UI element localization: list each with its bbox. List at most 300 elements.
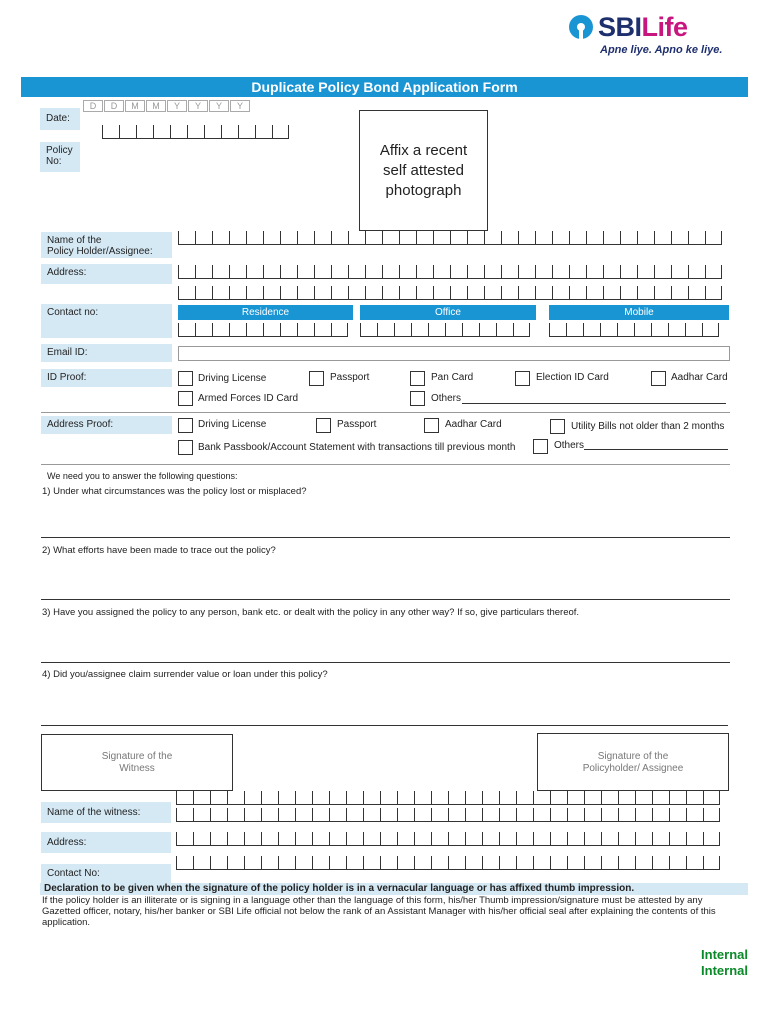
char-box[interactable] — [479, 323, 496, 337]
char-box[interactable] — [363, 808, 380, 822]
char-box[interactable] — [329, 856, 346, 870]
char-box[interactable] — [428, 323, 445, 337]
char-box[interactable] — [550, 832, 567, 846]
char-box[interactable] — [603, 286, 620, 300]
char-box[interactable] — [329, 791, 346, 805]
char-box[interactable] — [654, 265, 671, 279]
char-box[interactable] — [365, 231, 382, 245]
char-box[interactable] — [314, 323, 331, 337]
char-box[interactable] — [280, 231, 297, 245]
char-box[interactable] — [652, 856, 669, 870]
char-box[interactable] — [601, 791, 618, 805]
char-box[interactable] — [314, 265, 331, 279]
char-box[interactable] — [377, 323, 394, 337]
char-box[interactable] — [637, 231, 654, 245]
char-box[interactable] — [244, 791, 261, 805]
photo-text-1: Affix a recent — [379, 142, 468, 159]
char-box[interactable] — [195, 286, 212, 300]
char-box[interactable] — [411, 323, 428, 337]
char-box[interactable] — [618, 791, 635, 805]
char-box[interactable] — [482, 791, 499, 805]
char-box[interactable] — [669, 832, 686, 846]
char-box[interactable] — [465, 791, 482, 805]
char-box[interactable] — [703, 856, 720, 870]
char-box[interactable] — [499, 856, 516, 870]
char-box[interactable] — [686, 856, 703, 870]
char-box[interactable] — [153, 125, 170, 139]
char-box[interactable] — [261, 856, 278, 870]
char-box[interactable] — [246, 231, 263, 245]
char-box[interactable] — [204, 125, 221, 139]
char-box[interactable] — [671, 231, 688, 245]
char-box[interactable] — [654, 286, 671, 300]
char-box[interactable] — [569, 286, 586, 300]
char-box[interactable] — [348, 265, 365, 279]
char-box[interactable] — [176, 808, 193, 822]
char-box[interactable] — [652, 832, 669, 846]
char-box[interactable] — [552, 231, 569, 245]
char-box[interactable] — [221, 125, 238, 139]
witness-signature-box[interactable]: Signature of the Witness — [41, 734, 233, 791]
char-box[interactable] — [431, 856, 448, 870]
char-box[interactable] — [635, 808, 652, 822]
char-box[interactable] — [516, 808, 533, 822]
char-box[interactable] — [703, 808, 720, 822]
char-box[interactable] — [193, 791, 210, 805]
char-box[interactable] — [278, 832, 295, 846]
char-box[interactable] — [244, 808, 261, 822]
char-box[interactable] — [686, 808, 703, 822]
addr-aadhar-card-checkbox[interactable] — [424, 418, 439, 433]
char-box[interactable] — [295, 791, 312, 805]
char-box[interactable] — [365, 265, 382, 279]
char-box[interactable] — [652, 791, 669, 805]
char-box[interactable] — [450, 231, 467, 245]
char-box[interactable] — [431, 808, 448, 822]
char-box[interactable] — [533, 832, 550, 846]
char-box[interactable] — [513, 323, 530, 337]
char-box[interactable] — [346, 856, 363, 870]
answer-4-line[interactable] — [41, 725, 728, 726]
char-box[interactable] — [414, 856, 431, 870]
char-box[interactable] — [601, 808, 618, 822]
address-input-line-2[interactable] — [178, 286, 722, 300]
char-box[interactable] — [651, 323, 668, 337]
char-box[interactable] — [550, 791, 567, 805]
char-box[interactable] — [668, 323, 685, 337]
char-box[interactable] — [535, 286, 552, 300]
char-box[interactable] — [416, 265, 433, 279]
char-box[interactable] — [295, 856, 312, 870]
char-box[interactable] — [448, 832, 465, 846]
char-box[interactable] — [280, 286, 297, 300]
char-box[interactable] — [227, 832, 244, 846]
witness-address-input[interactable] — [176, 832, 720, 846]
witness-name-input-2[interactable] — [176, 808, 720, 822]
char-box[interactable] — [212, 286, 229, 300]
char-box[interactable] — [703, 832, 720, 846]
char-box[interactable] — [467, 231, 484, 245]
char-box[interactable] — [272, 125, 289, 139]
char-box[interactable] — [416, 286, 433, 300]
char-box[interactable] — [380, 791, 397, 805]
id-driving-license-checkbox[interactable] — [178, 371, 193, 386]
char-box[interactable] — [331, 286, 348, 300]
char-box[interactable] — [688, 231, 705, 245]
char-box[interactable] — [583, 323, 600, 337]
char-box[interactable] — [263, 231, 280, 245]
char-box[interactable] — [586, 231, 603, 245]
char-box[interactable] — [467, 265, 484, 279]
char-box[interactable] — [448, 808, 465, 822]
char-box[interactable] — [518, 286, 535, 300]
char-box[interactable] — [445, 323, 462, 337]
char-box[interactable] — [414, 808, 431, 822]
char-box[interactable] — [516, 832, 533, 846]
char-box[interactable] — [360, 323, 377, 337]
char-box[interactable] — [263, 323, 280, 337]
char-box[interactable] — [533, 856, 550, 870]
char-box[interactable] — [586, 265, 603, 279]
char-box[interactable] — [380, 808, 397, 822]
char-box[interactable] — [297, 265, 314, 279]
char-box[interactable] — [620, 231, 637, 245]
witness-name-input[interactable] — [176, 791, 720, 805]
char-box[interactable] — [399, 231, 416, 245]
char-box[interactable] — [246, 286, 263, 300]
char-box[interactable] — [280, 323, 297, 337]
char-box[interactable] — [552, 286, 569, 300]
char-box[interactable] — [280, 265, 297, 279]
char-box[interactable] — [482, 832, 499, 846]
char-box[interactable] — [229, 231, 246, 245]
char-box[interactable] — [600, 323, 617, 337]
char-box[interactable] — [567, 832, 584, 846]
char-box[interactable] — [584, 856, 601, 870]
char-box[interactable] — [533, 791, 550, 805]
char-box[interactable] — [195, 231, 212, 245]
char-box[interactable] — [652, 808, 669, 822]
char-box[interactable] — [210, 832, 227, 846]
char-box[interactable] — [433, 265, 450, 279]
char-box[interactable] — [176, 856, 193, 870]
id-passport-checkbox[interactable] — [309, 371, 324, 386]
char-box[interactable] — [363, 791, 380, 805]
char-box[interactable] — [618, 808, 635, 822]
char-box[interactable] — [119, 125, 136, 139]
char-box[interactable] — [238, 125, 255, 139]
char-box[interactable] — [501, 265, 518, 279]
address-input-line-1[interactable] — [178, 265, 722, 279]
addr-passport-checkbox[interactable] — [316, 418, 331, 433]
char-box[interactable] — [635, 832, 652, 846]
char-box[interactable] — [227, 808, 244, 822]
char-box[interactable] — [569, 265, 586, 279]
char-box[interactable] — [176, 832, 193, 846]
char-box[interactable] — [688, 265, 705, 279]
char-box[interactable] — [397, 832, 414, 846]
char-box[interactable] — [331, 323, 348, 337]
char-box[interactable] — [567, 808, 584, 822]
answer-3-line[interactable] — [41, 662, 730, 663]
char-box[interactable] — [397, 808, 414, 822]
char-box[interactable] — [314, 231, 331, 245]
char-box[interactable] — [329, 808, 346, 822]
char-box[interactable] — [501, 231, 518, 245]
char-box[interactable] — [465, 832, 482, 846]
char-box[interactable] — [518, 231, 535, 245]
char-box[interactable] — [331, 265, 348, 279]
char-box[interactable] — [433, 286, 450, 300]
char-box[interactable] — [603, 231, 620, 245]
char-box[interactable] — [297, 286, 314, 300]
char-box[interactable] — [397, 856, 414, 870]
char-box[interactable] — [635, 791, 652, 805]
char-box[interactable] — [312, 791, 329, 805]
char-box[interactable] — [669, 856, 686, 870]
char-box[interactable] — [210, 856, 227, 870]
char-box[interactable] — [671, 286, 688, 300]
char-box[interactable] — [535, 231, 552, 245]
char-box[interactable] — [331, 231, 348, 245]
char-box[interactable] — [620, 265, 637, 279]
char-box[interactable] — [346, 832, 363, 846]
char-box[interactable] — [178, 286, 195, 300]
char-box[interactable] — [312, 808, 329, 822]
char-box[interactable] — [448, 791, 465, 805]
witness-contact-input[interactable] — [176, 856, 720, 870]
char-box[interactable] — [566, 323, 583, 337]
char-box[interactable] — [244, 856, 261, 870]
char-box[interactable] — [229, 265, 246, 279]
char-box[interactable] — [603, 265, 620, 279]
char-box[interactable] — [584, 791, 601, 805]
char-box[interactable] — [278, 808, 295, 822]
char-box[interactable] — [278, 856, 295, 870]
id-pan-card-checkbox[interactable] — [410, 371, 425, 386]
email-input[interactable] — [178, 346, 730, 361]
char-box[interactable] — [462, 323, 479, 337]
char-box[interactable] — [496, 323, 513, 337]
char-box[interactable] — [550, 856, 567, 870]
char-box[interactable] — [569, 231, 586, 245]
char-box[interactable] — [617, 323, 634, 337]
contact-residence-input[interactable] — [178, 323, 348, 337]
char-box[interactable] — [654, 231, 671, 245]
char-box[interactable] — [329, 832, 346, 846]
char-box[interactable] — [136, 125, 153, 139]
char-box[interactable] — [567, 856, 584, 870]
char-box[interactable] — [601, 832, 618, 846]
char-box[interactable] — [295, 808, 312, 822]
char-box[interactable] — [187, 125, 204, 139]
char-box[interactable] — [261, 791, 278, 805]
char-box[interactable] — [499, 832, 516, 846]
char-box[interactable] — [227, 856, 244, 870]
char-box[interactable] — [618, 832, 635, 846]
char-box[interactable] — [448, 856, 465, 870]
addr-others-checkbox[interactable] — [533, 439, 548, 454]
char-box[interactable] — [229, 323, 246, 337]
contact-mobile-input[interactable] — [549, 323, 719, 337]
char-box[interactable] — [431, 832, 448, 846]
char-box[interactable] — [584, 808, 601, 822]
char-box[interactable] — [178, 323, 195, 337]
char-box[interactable] — [702, 323, 719, 337]
char-box[interactable] — [467, 286, 484, 300]
char-box[interactable] — [482, 856, 499, 870]
char-box[interactable] — [482, 808, 499, 822]
char-box[interactable] — [394, 323, 411, 337]
char-box[interactable] — [212, 231, 229, 245]
char-box[interactable] — [399, 265, 416, 279]
id-election-card-checkbox[interactable] — [515, 371, 530, 386]
char-box[interactable] — [465, 856, 482, 870]
char-box[interactable] — [102, 125, 119, 139]
char-box[interactable] — [261, 808, 278, 822]
char-box[interactable] — [312, 856, 329, 870]
char-box[interactable] — [516, 791, 533, 805]
char-box[interactable] — [178, 231, 195, 245]
char-box[interactable] — [688, 286, 705, 300]
char-box[interactable] — [346, 808, 363, 822]
char-box[interactable] — [363, 856, 380, 870]
char-box[interactable] — [584, 832, 601, 846]
char-box[interactable] — [637, 265, 654, 279]
char-box[interactable] — [703, 791, 720, 805]
char-box[interactable] — [669, 808, 686, 822]
char-box[interactable] — [382, 286, 399, 300]
addr-driving-license-checkbox[interactable] — [178, 418, 193, 433]
id-armed-forces-checkbox[interactable] — [178, 391, 193, 406]
char-box[interactable] — [549, 323, 566, 337]
char-box[interactable] — [414, 791, 431, 805]
char-box[interactable] — [193, 808, 210, 822]
char-box[interactable] — [484, 286, 501, 300]
char-box[interactable] — [499, 791, 516, 805]
char-box[interactable] — [567, 791, 584, 805]
addr-utility-bills-checkbox[interactable] — [550, 419, 565, 434]
char-box[interactable] — [634, 323, 651, 337]
char-box[interactable] — [450, 265, 467, 279]
name-input[interactable] — [178, 231, 722, 245]
char-box[interactable] — [705, 286, 722, 300]
id-others-checkbox[interactable] — [410, 391, 425, 406]
char-box[interactable] — [297, 231, 314, 245]
char-box[interactable] — [170, 125, 187, 139]
char-box[interactable] — [516, 856, 533, 870]
char-box[interactable] — [685, 323, 702, 337]
char-box[interactable] — [348, 286, 365, 300]
char-box[interactable] — [263, 286, 280, 300]
char-box[interactable] — [618, 856, 635, 870]
char-box[interactable] — [178, 265, 195, 279]
char-box[interactable] — [227, 791, 244, 805]
char-box[interactable] — [501, 286, 518, 300]
char-box[interactable] — [348, 231, 365, 245]
char-box[interactable] — [246, 323, 263, 337]
holder-signature-box[interactable]: Signature of the Policyholder/ Assignee — [537, 733, 729, 791]
char-box[interactable] — [431, 791, 448, 805]
char-box[interactable] — [433, 231, 450, 245]
char-box[interactable] — [212, 323, 229, 337]
char-box[interactable] — [499, 808, 516, 822]
char-box[interactable] — [346, 791, 363, 805]
char-box[interactable] — [193, 832, 210, 846]
char-box[interactable] — [518, 265, 535, 279]
char-box[interactable] — [533, 808, 550, 822]
char-box[interactable] — [416, 231, 433, 245]
char-box[interactable] — [535, 265, 552, 279]
char-box[interactable] — [637, 286, 654, 300]
addr-bank-passbook-checkbox[interactable] — [178, 440, 193, 455]
char-box[interactable] — [686, 791, 703, 805]
char-box[interactable] — [195, 265, 212, 279]
char-box[interactable] — [671, 265, 688, 279]
char-box[interactable] — [635, 856, 652, 870]
char-box[interactable] — [397, 791, 414, 805]
char-box[interactable] — [297, 323, 314, 337]
char-box[interactable] — [244, 832, 261, 846]
char-box[interactable] — [552, 265, 569, 279]
char-box[interactable] — [210, 791, 227, 805]
char-box[interactable] — [210, 808, 227, 822]
char-box[interactable] — [195, 323, 212, 337]
char-box[interactable] — [380, 856, 397, 870]
char-box[interactable] — [601, 856, 618, 870]
char-box[interactable] — [295, 832, 312, 846]
char-box[interactable] — [263, 265, 280, 279]
char-box[interactable] — [484, 265, 501, 279]
char-box[interactable] — [382, 265, 399, 279]
answer-2-line[interactable] — [41, 599, 730, 600]
char-box[interactable] — [380, 832, 397, 846]
char-box[interactable] — [314, 286, 331, 300]
char-box[interactable] — [229, 286, 246, 300]
id-others-line[interactable] — [462, 403, 726, 404]
char-box[interactable] — [382, 231, 399, 245]
char-box[interactable] — [484, 231, 501, 245]
char-box[interactable] — [586, 286, 603, 300]
char-box[interactable] — [212, 265, 229, 279]
char-box[interactable] — [176, 791, 193, 805]
char-box[interactable] — [450, 286, 467, 300]
char-box[interactable] — [246, 265, 263, 279]
char-box[interactable] — [686, 832, 703, 846]
photo-box[interactable] — [359, 110, 488, 231]
char-box[interactable] — [414, 832, 431, 846]
policy-no-input[interactable] — [102, 125, 289, 139]
char-box[interactable] — [255, 125, 272, 139]
addr-others-line[interactable] — [584, 449, 728, 450]
id-aadhar-card-checkbox[interactable] — [651, 371, 666, 386]
char-box[interactable] — [620, 286, 637, 300]
char-box[interactable] — [365, 286, 382, 300]
answer-1-line[interactable] — [41, 537, 730, 538]
char-box[interactable] — [278, 791, 295, 805]
char-box[interactable] — [465, 808, 482, 822]
char-box[interactable] — [193, 856, 210, 870]
char-box[interactable] — [363, 832, 380, 846]
char-box[interactable] — [261, 832, 278, 846]
char-box[interactable] — [705, 231, 722, 245]
contact-office-input[interactable] — [360, 323, 530, 337]
char-box[interactable] — [399, 286, 416, 300]
char-box[interactable] — [312, 832, 329, 846]
char-box[interactable] — [550, 808, 567, 822]
char-box[interactable] — [705, 265, 722, 279]
char-box[interactable] — [669, 791, 686, 805]
